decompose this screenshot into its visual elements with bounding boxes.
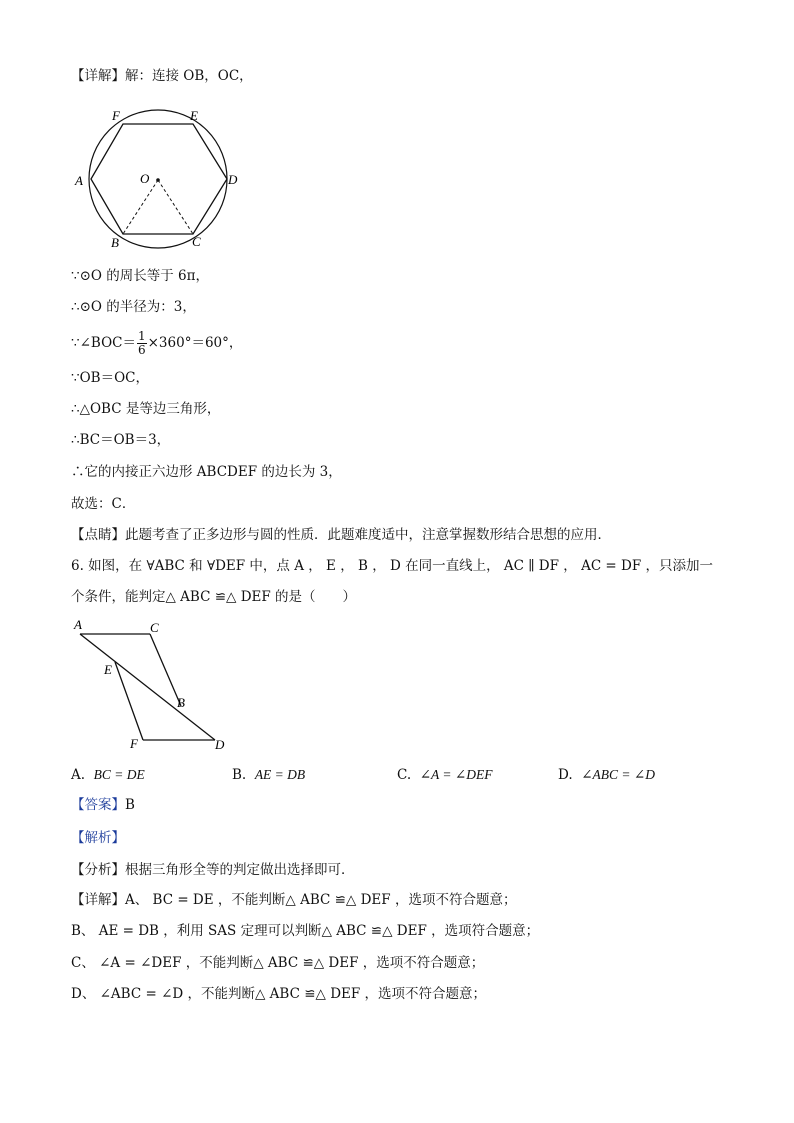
detail2-line-3: C、 ∠A = ∠DEF ，不能判断△ ABC ≌△ DEF ，选项不符合题意； [71, 955, 485, 971]
answer-value: B [125, 797, 135, 813]
step-6: ∴BC＝OB＝3， [71, 432, 171, 448]
option-b[interactable] [232, 765, 305, 785]
detail2-line-4: D、 ∠ABC = ∠D ，不能判断△ ABC ≌△ DEF ，选项不符合题意； [71, 986, 487, 1002]
label-a: A [75, 173, 83, 188]
option-b-expr: AE = DB [254, 767, 306, 782]
option-c-expr: ∠A = ∠DEF [419, 767, 493, 782]
detail-intro-text: 解：连接 OB，OC， [125, 68, 253, 84]
triangles-figure [70, 615, 240, 755]
option-a[interactable] [71, 765, 145, 785]
step-7: ∴它的内接正六边形 ABCDEF 的边长为 3， [71, 464, 342, 480]
detail-intro [71, 66, 253, 86]
detail2-line-1: 【详解】A、 BC = DE ，不能判断△ ABC ≌△ DEF ，选项不符合题意； [71, 892, 517, 908]
option-d-expr: ∠ABC = ∠D [581, 767, 655, 782]
detail-label: 【详解】 [71, 68, 125, 84]
option-d-letter: D. [558, 767, 573, 783]
label-f: F [112, 108, 120, 123]
analysis-label: 【分析】 [71, 862, 125, 878]
analysis-text: 根据三角形全等的判定做出选择即可． [125, 862, 355, 878]
fraction-numerator: 1 [137, 329, 146, 343]
step-3-prefix: ∵∠BOC＝ [71, 335, 136, 351]
step-5: ∴△OBC 是等边三角形， [71, 401, 221, 417]
question-line-2: 个条件，能判定△ ABC ≌△ DEF 的是（ ） [71, 589, 357, 605]
segment-oc [158, 180, 193, 234]
step-2: ∴⊙O 的半径为：3， [71, 299, 196, 315]
comment [71, 525, 611, 545]
step-4: ∵OB＝OC， [71, 370, 149, 386]
label-e: E [190, 108, 198, 123]
segment-ob [123, 180, 158, 234]
label-d2: D [215, 737, 225, 752]
label-f2: F [130, 736, 138, 751]
detail2-line-2: B、 AE = DB ，利用 SAS 定理可以判断△ ABC ≌△ DEF ，选项符合题意； [71, 923, 540, 939]
segment-ad [80, 634, 215, 740]
analysis-heading: 【解析】 [71, 830, 125, 846]
step-3 [71, 330, 242, 357]
option-c[interactable] [397, 765, 492, 785]
segment-ef [115, 662, 143, 740]
option-b-letter: B. [232, 767, 247, 783]
comment-label: 【点睛】 [71, 527, 125, 543]
fraction-denominator: 6 [137, 343, 146, 357]
option-d[interactable] [558, 765, 655, 785]
step-8: 故选：C． [71, 496, 136, 512]
answer [71, 795, 135, 815]
label-a2: A [74, 617, 82, 632]
step-3-suffix: ×360°＝60°， [147, 335, 243, 351]
question-line-1: 6. 如图，在 ∀ABC 和 ∀DEF 中，点 A ， E ， B ， D 在同一直线上， AC ∥ DF ， AC = DF ，只添加一 [71, 558, 714, 574]
step-1: ∵⊙O 的周长等于 6π， [71, 268, 210, 284]
label-d: D [228, 172, 238, 187]
label-c2: C [150, 620, 159, 635]
option-c-letter: C. [397, 767, 412, 783]
label-c: C [192, 234, 201, 249]
center-point [156, 178, 160, 182]
label-b2: B [177, 695, 185, 710]
answer-label: 【答案】 [71, 797, 125, 813]
comment-text: 此题考查了正多边形与圆的性质．此题难度适中，注意掌握数形结合思想的应用． [125, 527, 611, 543]
label-o: O [140, 171, 150, 186]
label-e2: E [104, 662, 112, 677]
analysis [71, 860, 355, 880]
label-b: B [111, 235, 119, 250]
option-a-letter: A. [71, 767, 86, 783]
hexagon-circle-figure [70, 100, 250, 260]
fraction [137, 330, 147, 357]
option-a-expr: BC = DE [93, 767, 145, 782]
